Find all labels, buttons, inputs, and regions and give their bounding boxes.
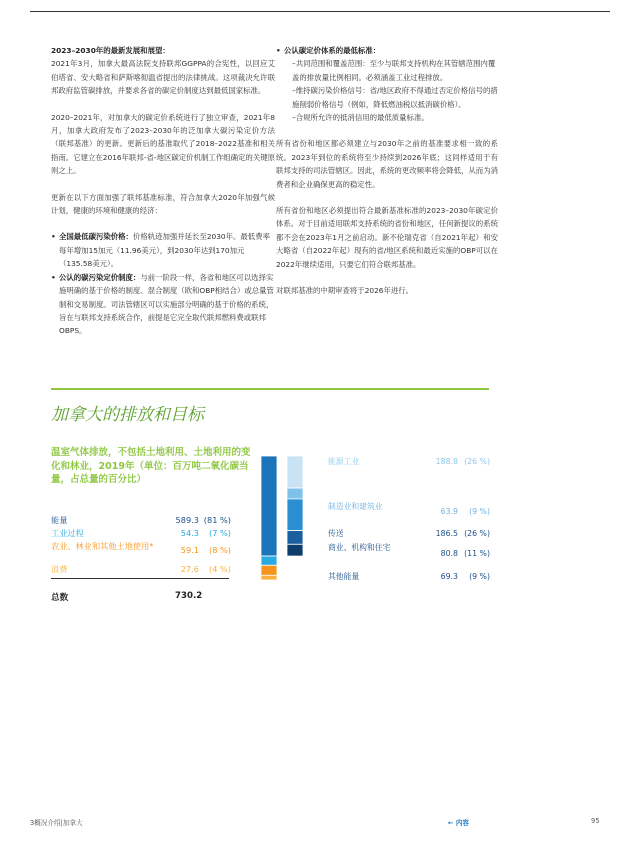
outlook-heading: 2023–2030年的最新发展和展望：: [51, 46, 170, 55]
bullet-pricing-system: [51, 271, 275, 338]
bullet-marker: •: [276, 46, 281, 55]
energy-row-label: 其他能量: [328, 572, 360, 581]
bar-segment-commercial: [287, 531, 303, 545]
energy-row-value: 80.8: [440, 549, 458, 558]
sub-item-offset-credits: –合规所允许的抵消信用的最低质量标准。: [292, 113, 429, 123]
legend-label: 浪费: [51, 564, 68, 574]
legend-value: 59.1: [180, 545, 199, 555]
footer-left: 3概况介绍|加拿大: [30, 819, 83, 827]
legend-value: 589.3: [175, 515, 199, 525]
energy-row-value: 69.3: [440, 572, 458, 581]
bullet-min-price: [51, 230, 275, 270]
bar-segment-other-energy: [287, 544, 303, 556]
contents-link[interactable]: ← 内容: [448, 819, 470, 827]
legend-label: 农业、林业和其他土地使用*: [51, 541, 154, 551]
energy-row-percent: (26 %): [464, 457, 490, 466]
sub-item-price-signal: –维持碳污染价格信号：省/地区政府不得通过否定价格信号的措施削弱价格信号（例如，降低燃油税以抵消碳价格）。: [292, 86, 498, 109]
bullet-title: 公认的碳污染定价制度：: [59, 272, 141, 282]
section-divider: [51, 388, 489, 390]
bullet-text: 与前一阶段一样，各省和地区可以选择实施明确的基于价格的制度、混合制度（欧和OBP相结合）或总量管制和交易制度。司法管辖区可以实施部分明确的基于价格的系统，旨在与联邦支持系统合作，前提是它完全取代联邦燃料费或联邦OBPS。: [59, 272, 274, 336]
left-paragraph-3: 更新在以下方面加强了联邦基准标准，符合加拿大2020年加强气候计划，健康的环境和健康的经济：: [51, 192, 275, 216]
legend-value: 27.6: [180, 564, 199, 574]
energy-row-percent: (11 %): [464, 549, 490, 558]
page-number: 95: [591, 817, 600, 825]
energy-row-value: 63.9: [440, 507, 458, 516]
right-bullet-list: [276, 44, 498, 124]
total-row: [51, 591, 231, 603]
left-text-column: [51, 44, 275, 351]
right-paragraph-1: 所有省份和地区都必须建立与2030年之前的基准要求相一致的系统。2023年到位的系统将至少持续到2026年底；这同样适用于有联邦支持的司法管辖区。因此，系统的更改频率将会降低，从而为消费者和企业确保更高的稳定性。: [276, 139, 498, 189]
left-paragraph-2: 2020–2021年，对加拿大的碳定价系统进行了独立审查，2021年8月，加拿大政府发布了2023–2030年的泛加拿大碳污染定价方法（联邦基准）的更新。更新后的基准取代了2018–2022基准和相关指南。它建立在2016年联邦-省-地区碳定价机制工作组确定的关键原则之上。: [51, 112, 275, 176]
legend-percent: (7 %): [209, 528, 231, 538]
bar-segment-waste: [261, 575, 277, 580]
energy-row-label: 能源工业: [328, 457, 360, 466]
main-stacked-bar: [261, 456, 277, 580]
energy-row-value: 188.8: [435, 457, 458, 466]
section-title: 加拿大的排放和目标: [51, 405, 204, 425]
legend-percent: (4 %): [209, 564, 231, 574]
energy-row-value: 186.5: [435, 529, 458, 538]
left-bullet-list: [51, 230, 275, 337]
energy-breakdown-bar: [287, 456, 303, 556]
legend-percent: (81 %): [203, 515, 231, 525]
stacked-bar-chart: [259, 456, 307, 580]
bullet-text: 价格轨迹加强并延长至2030年。最低费率每年增加15加元（11.96美元），到2030年达到170加元（135.58美元）。: [59, 232, 270, 269]
legend-value: 54.3: [180, 528, 199, 538]
right-paragraph-2: 所有省份和地区必须提出符合最新基准标准的2023–2030年碳定价体系。对于目前适用联邦支持系统的省份和地区，任何新提议的系统都不会在2023年1月之前启动。新不伦瑞克省（自2021年起）和安大略省（自2022年起）现有的省/地区系统和最近实施的OBP可以在2022年继续适用，只要它们符合联邦基准。: [276, 206, 498, 269]
total-label: 总数: [51, 593, 69, 603]
energy-row-percent: (9 %): [469, 507, 490, 516]
bullet-min-standards: [276, 44, 498, 124]
bar-segment-transport: [287, 499, 303, 531]
outlook-body: 2021年3月，加拿大最高法院支持联邦GGPPA的合宪性，以回应艾伯塔省、安大略省和萨斯喀彻温省提出的法律挑战。这项裁决允许联邦政府监管碳排放，并要求各省的碳定价制度达到最低国家标准。: [51, 59, 275, 96]
right-text-column: [276, 44, 498, 311]
energy-row-label: 传送: [328, 529, 344, 538]
energy-row-label: 商业、机构和住宅: [328, 543, 391, 552]
bar-segment-energy-industries: [287, 456, 303, 488]
bullet-marker: •: [51, 232, 56, 242]
energy-row-percent: (26 %): [464, 529, 490, 538]
left-paragraph-1: [51, 44, 275, 98]
energy-row-label: 制造业和建筑业: [328, 502, 383, 511]
sum-rule: [51, 578, 229, 579]
legend-percent: (8 %): [209, 545, 231, 555]
sub-item-scope: –共同范围和覆盖范围：至少与联邦支持机构在其管辖范围内覆盖的排放量比例相同。必须涵盖工业过程排放。: [292, 59, 496, 82]
bar-segment-manufacturing: [287, 488, 303, 499]
bullet-marker: •: [51, 272, 56, 282]
total-value: 730.2: [175, 591, 203, 601]
bullet-title: 全国最低碳污染价格：: [59, 232, 133, 242]
bullet-title: 公认碳定价体系的最低标准：: [284, 46, 381, 55]
energy-row-percent: (9 %): [469, 572, 490, 581]
bar-segment-energy: [261, 456, 277, 556]
bar-segment-agriculture: [261, 565, 277, 575]
bar-segment-industrial: [261, 556, 277, 565]
top-rule: [30, 11, 610, 12]
legend-label: 工业过程: [51, 528, 84, 538]
legend-label: 能量: [51, 515, 68, 525]
right-paragraph-3: 对联邦基准的中期审查将于2026年进行。: [276, 286, 414, 296]
chart-title: 温室气体排放，不包括土地利用、土地利用的变化和林业，2019年（单位：百万吨二氧化碳当量，占总量的百分比）: [51, 447, 251, 485]
